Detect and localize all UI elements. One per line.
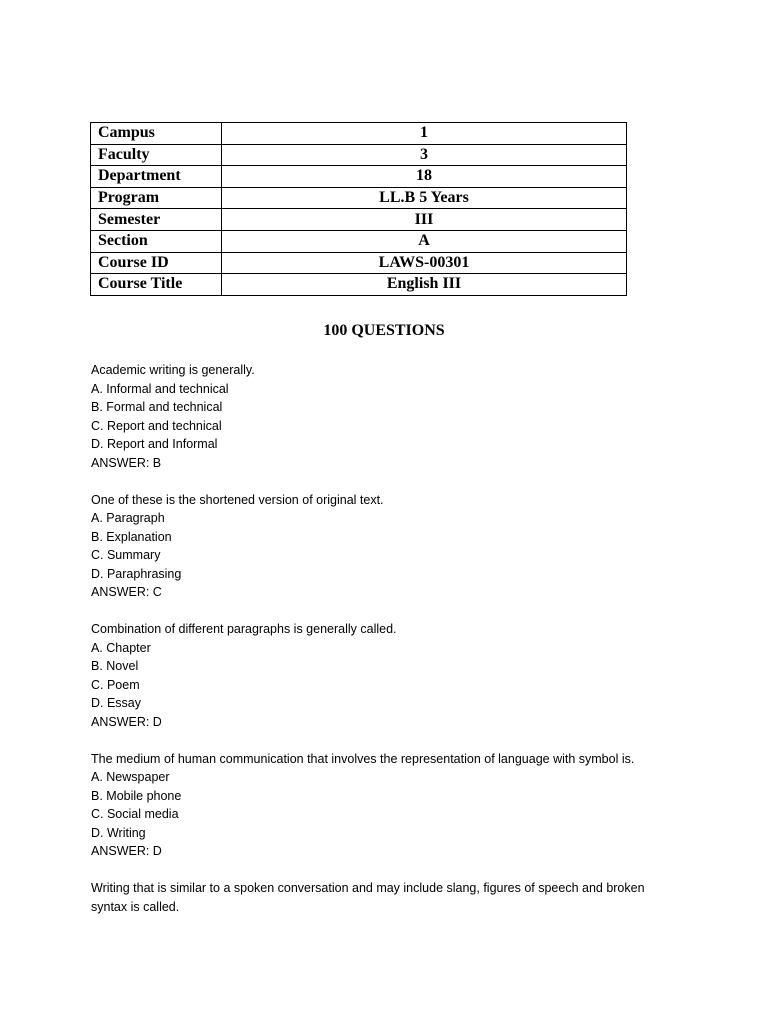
question-list: [91, 361, 691, 935]
course-info-row: [91, 123, 627, 145]
department-value: 18: [222, 166, 627, 188]
option-a: A. Newspaper: [91, 770, 170, 784]
faculty-value: 3: [222, 144, 627, 166]
option-a: A. Paragraph: [91, 511, 165, 525]
answer-text: ANSWER: C: [91, 585, 162, 599]
campus-value: 1: [222, 123, 627, 145]
answer-text: ANSWER: B: [91, 455, 162, 470]
option-a: A. Informal and technical: [91, 381, 229, 396]
course-id-value: LAWS-00301: [222, 252, 627, 274]
option-d: D. Writing: [91, 825, 146, 840]
option-c: C. Poem: [91, 677, 140, 692]
section-label: Section: [91, 230, 222, 252]
answer-text: ANSWER: D: [91, 844, 162, 858]
course-info-row: [91, 144, 627, 166]
option-b: B. Mobile phone: [91, 788, 182, 803]
option-c: C. Report and technical: [91, 418, 222, 433]
question-item: [91, 491, 691, 602]
course-title-value: English III: [222, 274, 627, 296]
course-title-label: Course Title: [91, 274, 222, 296]
option-d: D. Paraphrasing: [91, 566, 182, 581]
option-b: B. Formal and technical: [91, 400, 223, 414]
semester-label: Semester: [91, 209, 222, 231]
option-b: B. Explanation: [91, 529, 172, 544]
option-d: D. Essay: [91, 696, 142, 710]
course-info-row: [91, 209, 627, 231]
course-info-row: [91, 230, 627, 252]
course-info-row: [91, 252, 627, 274]
question-text: Writing that is similar to a spoken conversation and may include slang, figures of speech and broken syntax is called.: [91, 881, 645, 914]
section-value: A: [222, 230, 627, 252]
course-info-table: [90, 122, 627, 296]
department-label: Department: [91, 166, 222, 188]
campus-label: Campus: [91, 123, 222, 145]
program-label: Program: [91, 187, 222, 209]
faculty-label: Faculty: [91, 144, 222, 166]
question-text: Combination of different paragraphs is generally called.: [91, 622, 397, 636]
option-d: D. Report and Informal: [91, 437, 218, 451]
course-info-row: [91, 187, 627, 209]
option-c: C. Social media: [91, 807, 179, 821]
course-info-row: [91, 274, 627, 296]
option-a: A. Chapter: [91, 640, 151, 655]
questions-heading: 100 QUESTIONS: [323, 322, 445, 339]
option-b: B. Novel: [91, 659, 139, 673]
question-item: [91, 620, 691, 731]
semester-value: III: [222, 209, 627, 231]
course-info-row: [91, 166, 627, 188]
option-c: C. Summary: [91, 548, 161, 562]
question-item: [91, 361, 691, 472]
question-text: Academic writing is generally.: [91, 363, 255, 377]
question-text: The medium of human communication that involves the representation of language with symbol is.: [91, 751, 635, 766]
course-id-label: Course ID: [91, 252, 222, 274]
answer-text: ANSWER: D: [91, 714, 162, 729]
question-item: [91, 879, 691, 916]
program-value: LL.B 5 Years: [222, 187, 627, 209]
question-item: [91, 750, 691, 861]
question-text: One of these is the shortened version of original text.: [91, 492, 384, 507]
